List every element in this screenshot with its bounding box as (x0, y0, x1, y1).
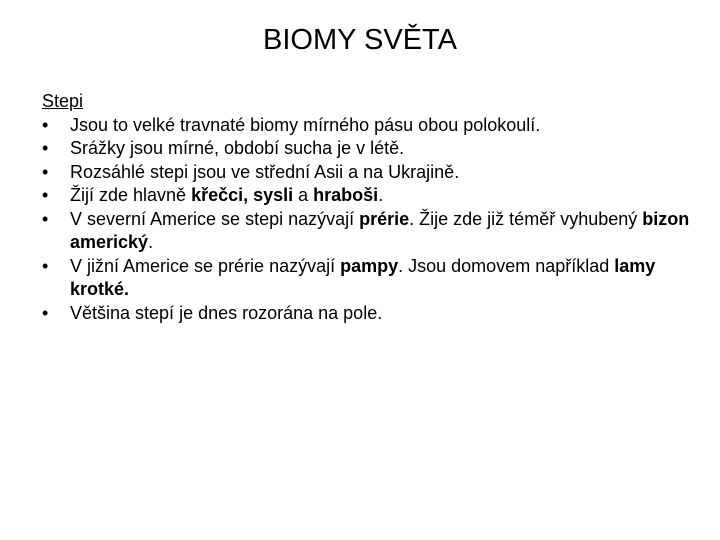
bullet-marker: • (42, 161, 49, 182)
bullet-item (42, 114, 702, 138)
text-run: V severní Americe se stepi nazývají (70, 208, 360, 229)
bullet-item (42, 137, 702, 161)
bullet-marker: • (42, 302, 49, 323)
text-run: Žijí zde hlavně (70, 185, 192, 205)
bullet-list (42, 114, 702, 326)
bold-text: bizon americký (70, 208, 690, 252)
bold-text: lamy krotké. (70, 255, 656, 299)
section-heading: Stepi (42, 91, 84, 111)
text-run: a (293, 185, 314, 205)
bullet-item (42, 208, 702, 255)
bold-text: hraboši (313, 185, 379, 205)
bullet-marker: • (42, 255, 49, 276)
text-run: . (148, 232, 154, 252)
bullet-marker: • (42, 208, 49, 229)
bold-text: pampy (340, 255, 399, 276)
slide-content (42, 90, 702, 325)
text-run: . (378, 185, 384, 205)
bullet-marker: • (42, 185, 49, 205)
text-run: V jižní Americe se prérie nazývají (70, 255, 341, 276)
text-run: . Žije zde již téměř vyhubený (409, 208, 643, 229)
bullet-marker: • (42, 114, 49, 135)
text-run: . Jsou domovem například (398, 255, 615, 276)
bullet-item (42, 302, 702, 326)
text-run: Jsou to velké travnaté biomy mírného pásu obou polokoulí. (70, 114, 541, 135)
text-run: Rozsáhlé stepi jsou ve střední Asii a na Ukrajině. (70, 161, 460, 182)
bullet-item (42, 255, 702, 302)
bullet-item (42, 184, 702, 208)
text-run: Většina stepí je dnes rozorána na pole. (70, 302, 383, 323)
bold-text: křečci, sysli (191, 185, 294, 205)
bullet-item (42, 161, 702, 185)
bullet-marker: • (42, 138, 49, 158)
bold-text: prérie (359, 208, 410, 229)
slide-title: BIOMY SVĚTA (263, 24, 457, 56)
text-run: Srážky jsou mírné, období sucha je v létě. (70, 138, 405, 158)
